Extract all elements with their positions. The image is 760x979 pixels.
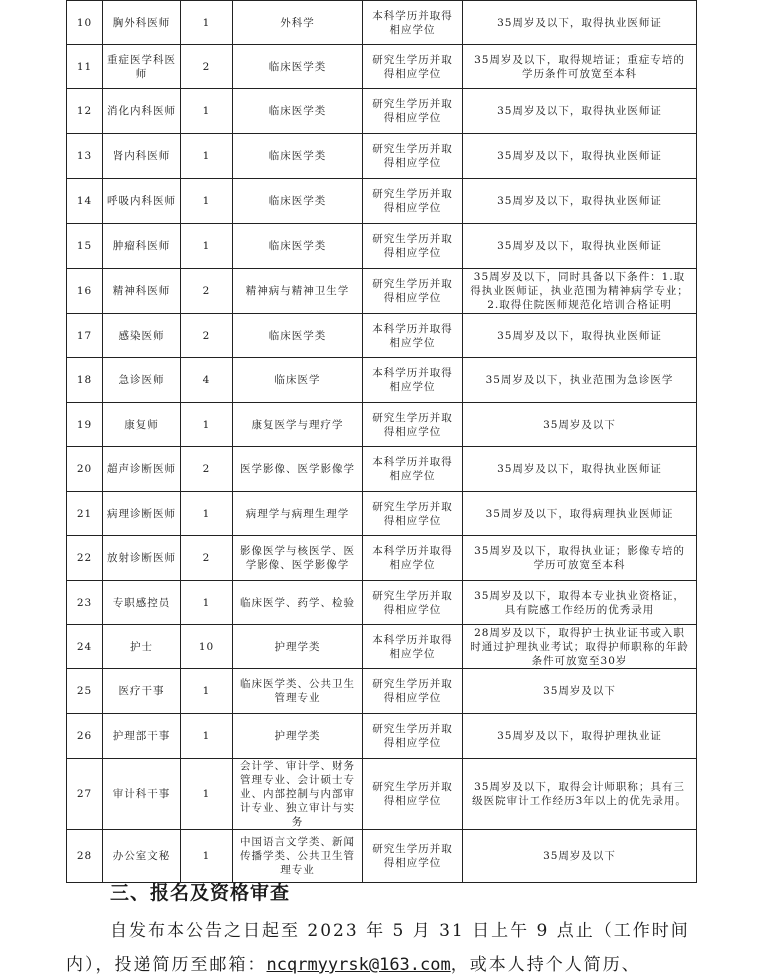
cell-requirements: 35周岁及以下，同时具备以下条件：1.取得执业医师证，执业范围为精神病学专业；2.取得住院医师规范化培训合格证明 (463, 269, 697, 314)
cell-requirements: 35周岁及以下，执业范围为急诊医学 (463, 358, 697, 403)
cell-education: 研究生学历并取得相应学位 (363, 179, 463, 224)
cell-count: 1 (181, 492, 233, 536)
cell-requirements: 35周岁及以下，取得执业医师证 (463, 224, 697, 269)
paragraph-line-2-prefix: 内），投递简历至邮箱： (66, 955, 267, 975)
table-row (67, 447, 697, 492)
cell-number: 23 (67, 581, 103, 625)
table-row (67, 830, 697, 883)
cell-education: 研究生学历并取得相应学位 (363, 269, 463, 314)
cell-count: 1 (181, 134, 233, 179)
cell-count: 1 (181, 669, 233, 714)
table-row (67, 492, 697, 536)
cell-major: 护理学类 (233, 714, 363, 759)
cell-major: 外科学 (233, 1, 363, 45)
cell-education: 研究生学历并取得相应学位 (363, 224, 463, 269)
table-row (67, 625, 697, 669)
paragraph-line-1: 自发布本公告之日起至 2023 年 5 月 31 日上午 9 点止（工作时间 (110, 921, 690, 941)
cell-education: 本科学历并取得相应学位 (363, 625, 463, 669)
cell-requirements: 35周岁及以下，取得执业医师证 (463, 314, 697, 358)
cell-number: 27 (67, 759, 103, 830)
table-body (67, 1, 697, 883)
table-row (67, 403, 697, 447)
cell-number: 11 (67, 45, 103, 89)
cell-position: 医疗干事 (103, 669, 181, 714)
table-row (67, 45, 697, 89)
cell-count: 2 (181, 536, 233, 581)
cell-number: 17 (67, 314, 103, 358)
cell-number: 16 (67, 269, 103, 314)
cell-major: 临床医学类 (233, 179, 363, 224)
cell-major: 临床医学类 (233, 224, 363, 269)
cell-number: 13 (67, 134, 103, 179)
cell-position: 急诊医师 (103, 358, 181, 403)
cell-requirements: 35周岁及以下，取得护理执业证 (463, 714, 697, 759)
cell-requirements: 28周岁及以下，取得护士执业证书或入职时通过护理执业考试；取得护师职称的年龄条件可放宽至30岁 (463, 625, 697, 669)
cell-number: 14 (67, 179, 103, 224)
cell-position: 办公室文秘 (103, 830, 181, 883)
cell-number: 28 (67, 830, 103, 883)
cell-education: 研究生学历并取得相应学位 (363, 492, 463, 536)
cell-position: 放射诊断医师 (103, 536, 181, 581)
cell-major: 医学影像、医学影像学 (233, 447, 363, 492)
cell-major: 中国语言文学类、新闻传播学类、公共卫生管理专业 (233, 830, 363, 883)
cell-requirements: 35周岁及以下，取得本专业执业资格证，具有院感工作经历的优秀录用 (463, 581, 697, 625)
cell-position: 康复师 (103, 403, 181, 447)
cell-position: 超声诊断医师 (103, 447, 181, 492)
cell-position: 专职感控员 (103, 581, 181, 625)
cell-number: 26 (67, 714, 103, 759)
cell-number: 15 (67, 224, 103, 269)
cell-count: 1 (181, 89, 233, 134)
cell-count: 1 (181, 1, 233, 45)
cell-count: 2 (181, 45, 233, 89)
cell-requirements: 35周岁及以下，取得规培证；重症专培的学历条件可放宽至本科 (463, 45, 697, 89)
cell-number: 24 (67, 625, 103, 669)
table-row (67, 669, 697, 714)
cell-requirements: 35周岁及以下，取得执业医师证 (463, 179, 697, 224)
cell-education: 本科学历并取得相应学位 (363, 358, 463, 403)
section-heading: 三、报名及资格审查 (110, 882, 291, 904)
cell-requirements: 35周岁及以下 (463, 830, 697, 883)
cell-requirements: 35周岁及以下，取得执业医师证 (463, 1, 697, 45)
cell-requirements: 35周岁及以下，取得会计师职称；具有三级医院审计工作经历3年以上的优先录用。 (463, 759, 697, 830)
cell-major: 康复医学与理疗学 (233, 403, 363, 447)
paragraph-line-2-suffix: ，或本人持个人简历、 (450, 955, 641, 975)
cell-position: 重症医学科医师 (103, 45, 181, 89)
cell-major: 影像医学与核医学、医学影像、医学影像学 (233, 536, 363, 581)
cell-major: 临床医学类 (233, 89, 363, 134)
table-row (67, 358, 697, 403)
cell-count: 2 (181, 447, 233, 492)
cell-number: 10 (67, 1, 103, 45)
cell-requirements: 35周岁及以下，取得执业医师证 (463, 134, 697, 179)
table-row (67, 224, 697, 269)
cell-position: 胸外科医师 (103, 1, 181, 45)
cell-number: 18 (67, 358, 103, 403)
cell-education: 本科学历并取得相应学位 (363, 314, 463, 358)
cell-position: 感染医师 (103, 314, 181, 358)
cell-education: 本科学历并取得相应学位 (363, 1, 463, 45)
cell-position: 护理部干事 (103, 714, 181, 759)
cell-count: 1 (181, 759, 233, 830)
cell-number: 12 (67, 89, 103, 134)
cell-count: 2 (181, 269, 233, 314)
cell-major: 临床医学类 (233, 314, 363, 358)
table-row (67, 89, 697, 134)
cell-requirements: 35周岁及以下，取得病理执业医师证 (463, 492, 697, 536)
cell-position: 肿瘤科医师 (103, 224, 181, 269)
cell-count: 2 (181, 314, 233, 358)
cell-requirements: 35周岁及以下，取得执业证；影像专培的学历可放宽至本科 (463, 536, 697, 581)
cell-position: 肾内科医师 (103, 134, 181, 179)
table-row (67, 1, 697, 45)
cell-position: 消化内科医师 (103, 89, 181, 134)
cell-education: 研究生学历并取得相应学位 (363, 830, 463, 883)
cell-major: 临床医学、药学、检验 (233, 581, 363, 625)
table-row (67, 581, 697, 625)
table-row (67, 269, 697, 314)
cell-count: 1 (181, 830, 233, 883)
cell-requirements: 35周岁及以下，取得执业医师证 (463, 447, 697, 492)
cell-position: 审计科干事 (103, 759, 181, 830)
cell-education: 研究生学历并取得相应学位 (363, 759, 463, 830)
cell-major: 会计学、审计学、财务管理专业、会计硕士专业、内部控制与内部审计专业、独立审计与实务 (233, 759, 363, 830)
cell-count: 4 (181, 358, 233, 403)
cell-education: 研究生学历并取得相应学位 (363, 45, 463, 89)
cell-number: 22 (67, 536, 103, 581)
paragraph-line-2 (66, 950, 641, 975)
table-row (67, 314, 697, 358)
table-row (67, 536, 697, 581)
cell-requirements: 35周岁及以下 (463, 669, 697, 714)
cell-count: 1 (181, 714, 233, 759)
cell-count: 10 (181, 625, 233, 669)
cell-education: 研究生学历并取得相应学位 (363, 89, 463, 134)
cell-major: 临床医学类 (233, 134, 363, 179)
cell-position: 护士 (103, 625, 181, 669)
recruitment-table (66, 0, 697, 883)
cell-position: 病理诊断医师 (103, 492, 181, 536)
cell-count: 1 (181, 224, 233, 269)
cell-major: 病理学与病理生理学 (233, 492, 363, 536)
cell-major: 临床医学类 (233, 45, 363, 89)
cell-major: 精神病与精神卫生学 (233, 269, 363, 314)
cell-education: 研究生学历并取得相应学位 (363, 581, 463, 625)
cell-count: 1 (181, 403, 233, 447)
cell-position: 呼吸内科医师 (103, 179, 181, 224)
cell-count: 1 (181, 179, 233, 224)
cell-number: 20 (67, 447, 103, 492)
cell-education: 本科学历并取得相应学位 (363, 447, 463, 492)
cell-position: 精神科医师 (103, 269, 181, 314)
cell-number: 21 (67, 492, 103, 536)
cell-education: 研究生学历并取得相应学位 (363, 134, 463, 179)
cell-count: 1 (181, 581, 233, 625)
email-link[interactable]: ncqrmyyrsk@163.com (266, 955, 451, 975)
cell-requirements: 35周岁及以下 (463, 403, 697, 447)
cell-education: 研究生学历并取得相应学位 (363, 403, 463, 447)
cell-requirements: 35周岁及以下，取得执业医师证 (463, 89, 697, 134)
cell-education: 本科学历并取得相应学位 (363, 536, 463, 581)
table-row (67, 134, 697, 179)
cell-major: 临床医学 (233, 358, 363, 403)
table-row (67, 179, 697, 224)
cell-number: 19 (67, 403, 103, 447)
table-row (67, 714, 697, 759)
cell-number: 25 (67, 669, 103, 714)
cell-major: 临床医学类、公共卫生管理专业 (233, 669, 363, 714)
cell-education: 研究生学历并取得相应学位 (363, 714, 463, 759)
cell-major: 护理学类 (233, 625, 363, 669)
cell-education: 研究生学历并取得相应学位 (363, 669, 463, 714)
table-row (67, 759, 697, 830)
